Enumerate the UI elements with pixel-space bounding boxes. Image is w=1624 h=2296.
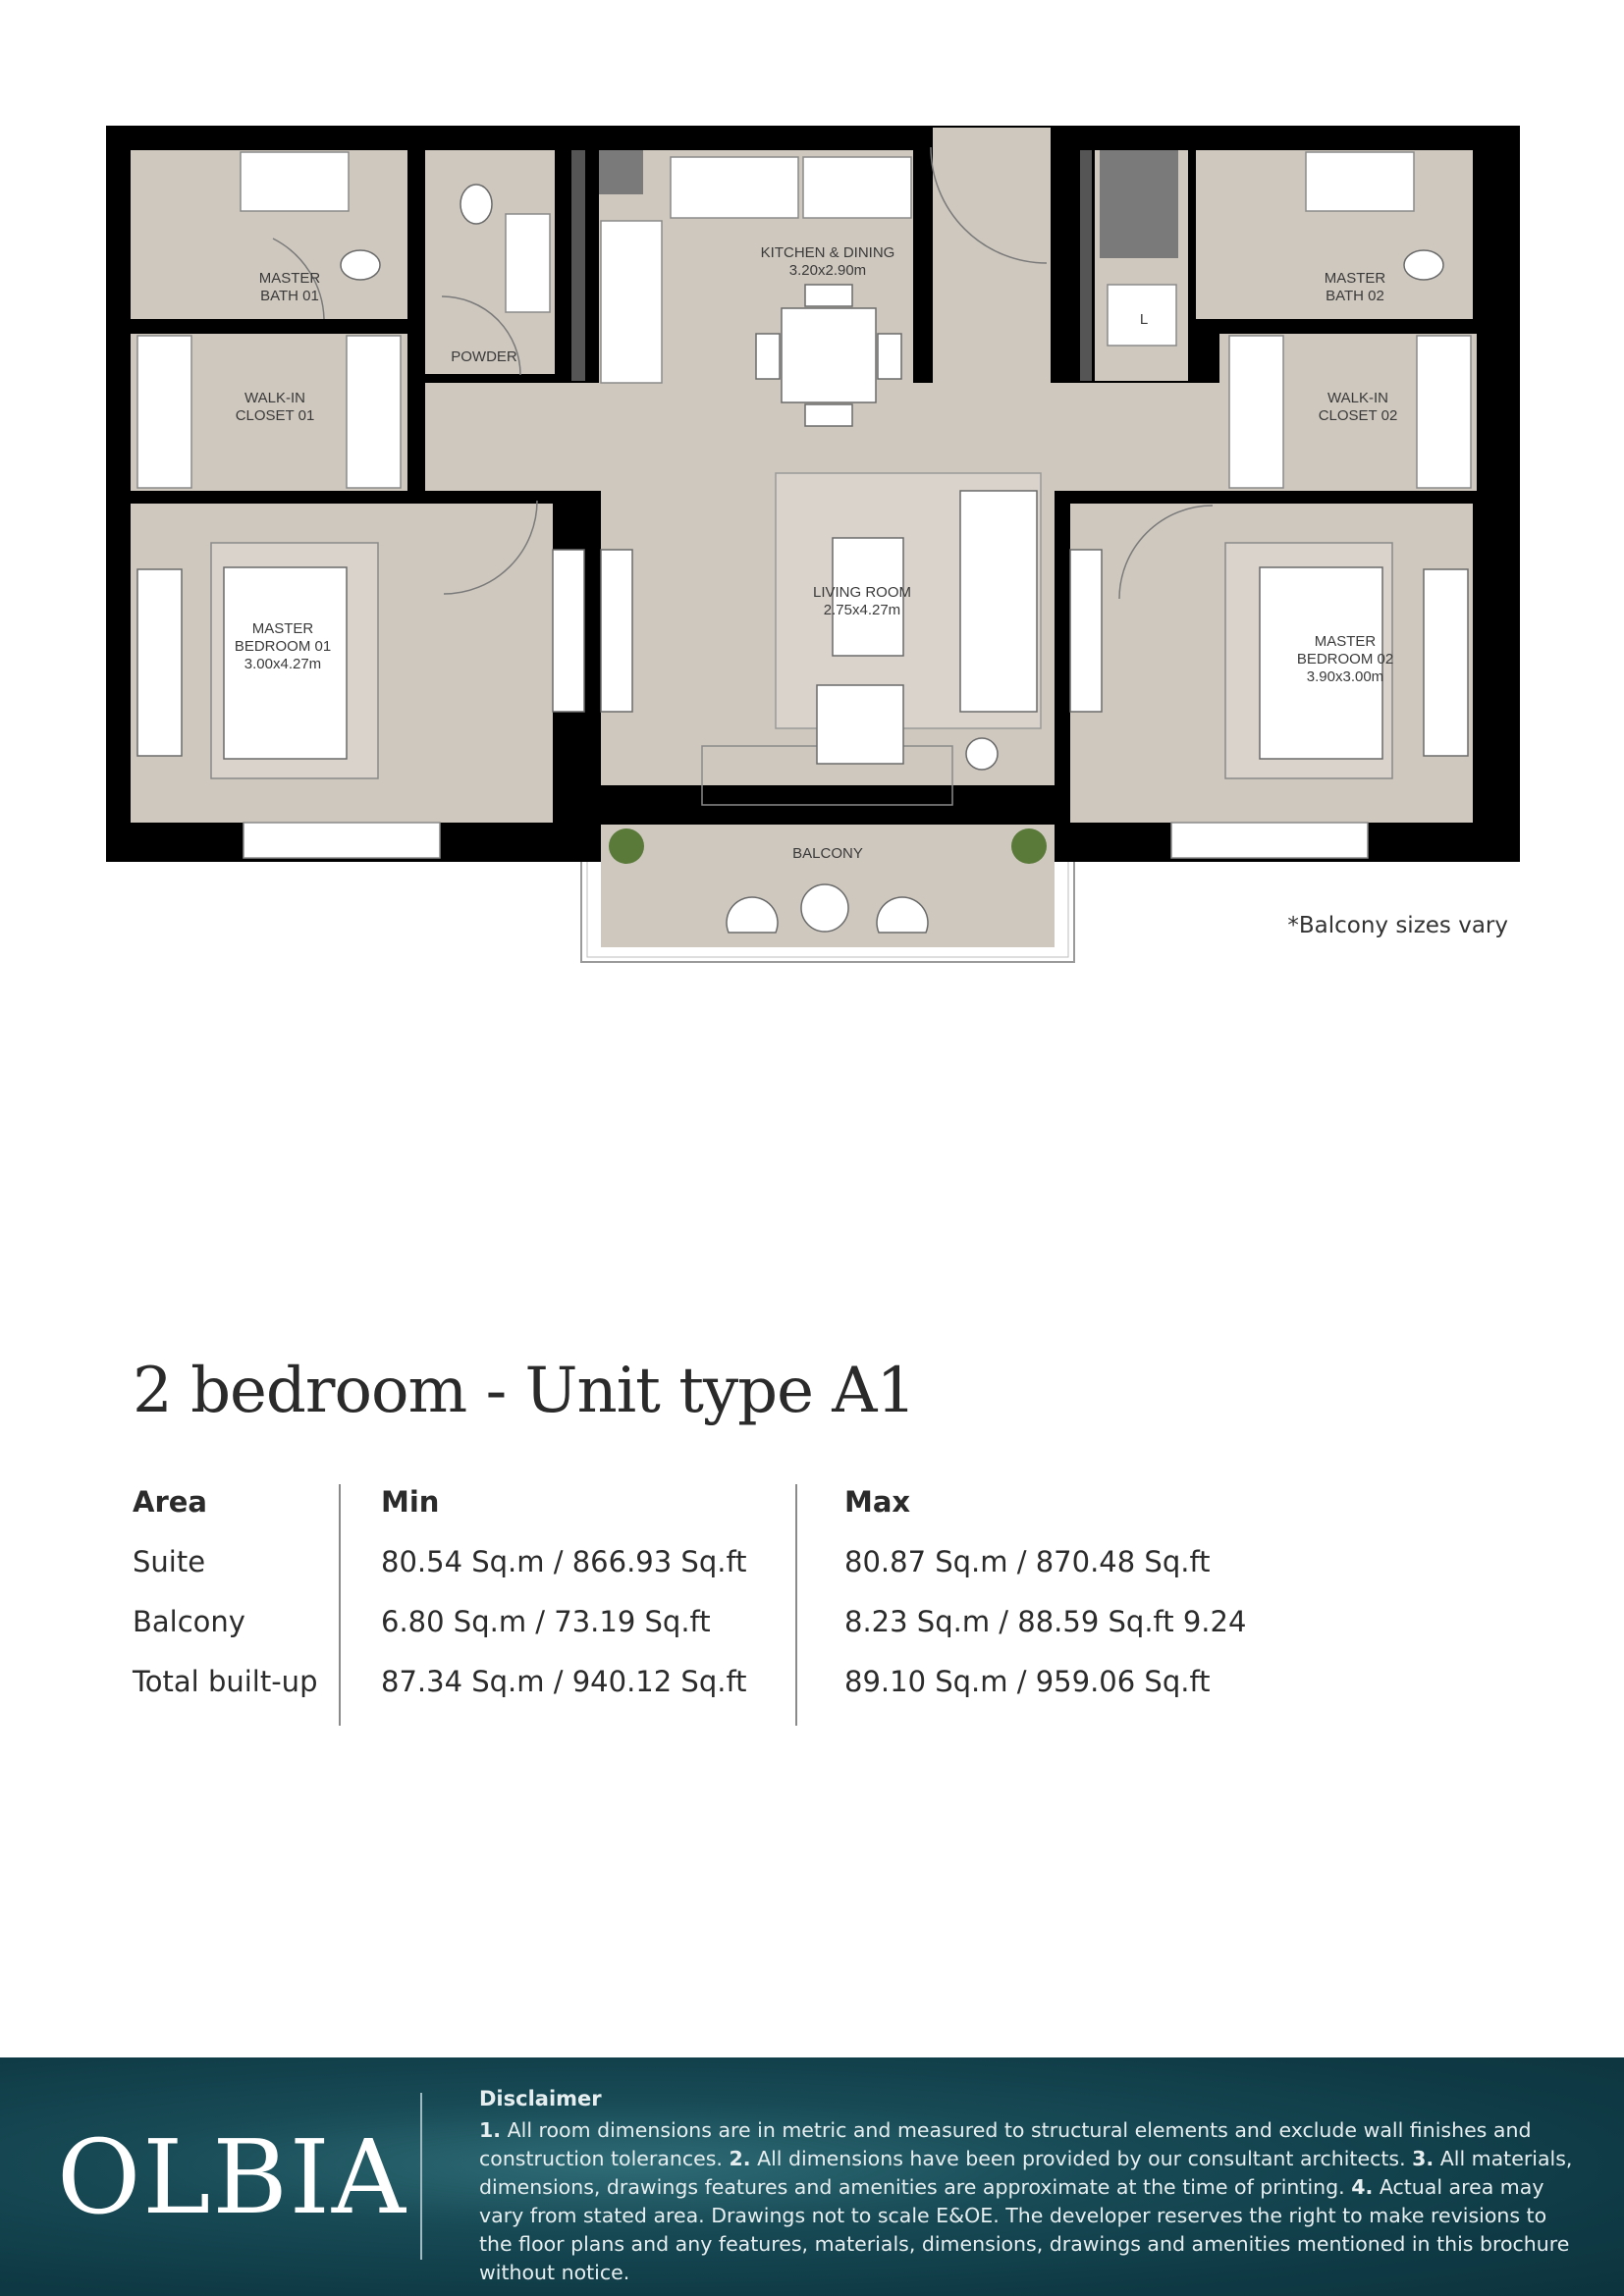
spec-header: Max <box>844 1485 911 1519</box>
svg-text:MASTERBATH 02 <box>1325 270 1386 304</box>
room-label: BALCONY <box>792 845 863 862</box>
column-divider <box>795 1484 797 1726</box>
svg-text:WALK-INCLOSET 02 <box>1319 390 1398 424</box>
room-label: POWDER <box>451 348 517 365</box>
spec-cell: Balcony <box>133 1605 245 1638</box>
room-label: 3.20x2.90m <box>788 262 867 279</box>
spec-col-max <box>844 1482 1316 1728</box>
spec-header: Min <box>381 1485 440 1519</box>
footer-divider <box>420 2093 422 2260</box>
spec-col-min <box>381 1482 813 1728</box>
column-divider <box>339 1484 341 1726</box>
spec-col-area <box>133 1482 329 1728</box>
disclaimer-point: Actual area may vary from stated area. Drawings not to scale E&OE. The developer reserves the right to make revisions to the floor plans and any features, materials, dimensions, drawings and amenities mentioned in this brochure without notice. <box>479 2175 1570 2284</box>
spec-cell: Suite <box>133 1545 206 1578</box>
room-label: MASTER <box>1324 270 1386 287</box>
room-label: CLOSET 01 <box>235 407 315 424</box>
room-label: L <box>1139 311 1149 328</box>
room-label: MASTER <box>1314 633 1377 650</box>
spec-cell: Total built-up <box>133 1665 318 1698</box>
disclaimer-point: All dimensions have been provided by our consultant architects. <box>757 2147 1406 2170</box>
disclaimer-num: 2. <box>729 2147 751 2170</box>
room-label: MASTER <box>251 620 314 637</box>
disclaimer-num: 4. <box>1351 2175 1374 2199</box>
svg-text:WALK-INCLOSET 01 <box>236 390 315 424</box>
room-label: 3.90x3.00m <box>1306 668 1384 685</box>
svg-text:LIVING ROOM2.75x4.27m <box>813 584 911 618</box>
room-label: WALK-IN <box>244 390 305 406</box>
disclaimer-heading: Disclaimer <box>479 2087 602 2110</box>
unit-title: 2 bedroom - Unit type A1 <box>133 1355 916 1427</box>
spec-table <box>133 1482 1311 1728</box>
spec-cell: 89.10 Sq.m / 959.06 Sq.ft <box>844 1665 1211 1698</box>
spec-cell: 80.87 Sq.m / 870.48 Sq.ft <box>844 1545 1211 1578</box>
disclaimer-num: 1. <box>479 2118 502 2142</box>
spec-cell: 8.23 Sq.m / 88.59 Sq.ft 9.24 <box>844 1605 1247 1638</box>
floor-plan <box>0 0 1624 982</box>
spec-cell: 87.34 Sq.m / 940.12 Sq.ft <box>381 1665 747 1698</box>
disclaimer <box>479 2087 1579 2287</box>
disclaimer-point: All room dimensions are in metric and measured to structural elements and exclude wall finishes and construction tolerances. <box>479 2118 1532 2170</box>
room-label: WALK-IN <box>1327 390 1388 406</box>
room-label: BATH 01 <box>260 288 319 304</box>
disclaimer-text <box>479 2116 1579 2287</box>
room-label: CLOSET 02 <box>1318 407 1398 424</box>
footer <box>0 2057 1624 2296</box>
room-label: 2.75x4.27m <box>823 602 901 618</box>
spec-cell: 6.80 Sq.m / 73.19 Sq.ft <box>381 1605 711 1638</box>
disclaimer-num: 3. <box>1412 2147 1435 2170</box>
room-label: BATH 02 <box>1326 288 1384 304</box>
spec-cell: 80.54 Sq.m / 866.93 Sq.ft <box>381 1545 747 1578</box>
balcony-note: *Balcony sizes vary <box>1287 913 1508 938</box>
room-label: BEDROOM 01 <box>234 638 332 655</box>
disclaimer-point: All materials, dimensions, drawings features and amenities are approximate at the time of printing. <box>479 2147 1573 2199</box>
room-label: MASTER <box>258 270 321 287</box>
room-label: BEDROOM 02 <box>1296 651 1394 667</box>
living-furniture <box>776 473 1041 770</box>
brand-logo: OLBIA <box>57 2117 407 2237</box>
spec-header: Area <box>133 1485 207 1519</box>
room-label: 3.00x4.27m <box>244 656 322 672</box>
svg-text:MASTERBATH 01 <box>259 270 321 304</box>
room-label: KITCHEN & DINING <box>760 244 895 261</box>
room-label: LIVING ROOM <box>812 584 912 601</box>
